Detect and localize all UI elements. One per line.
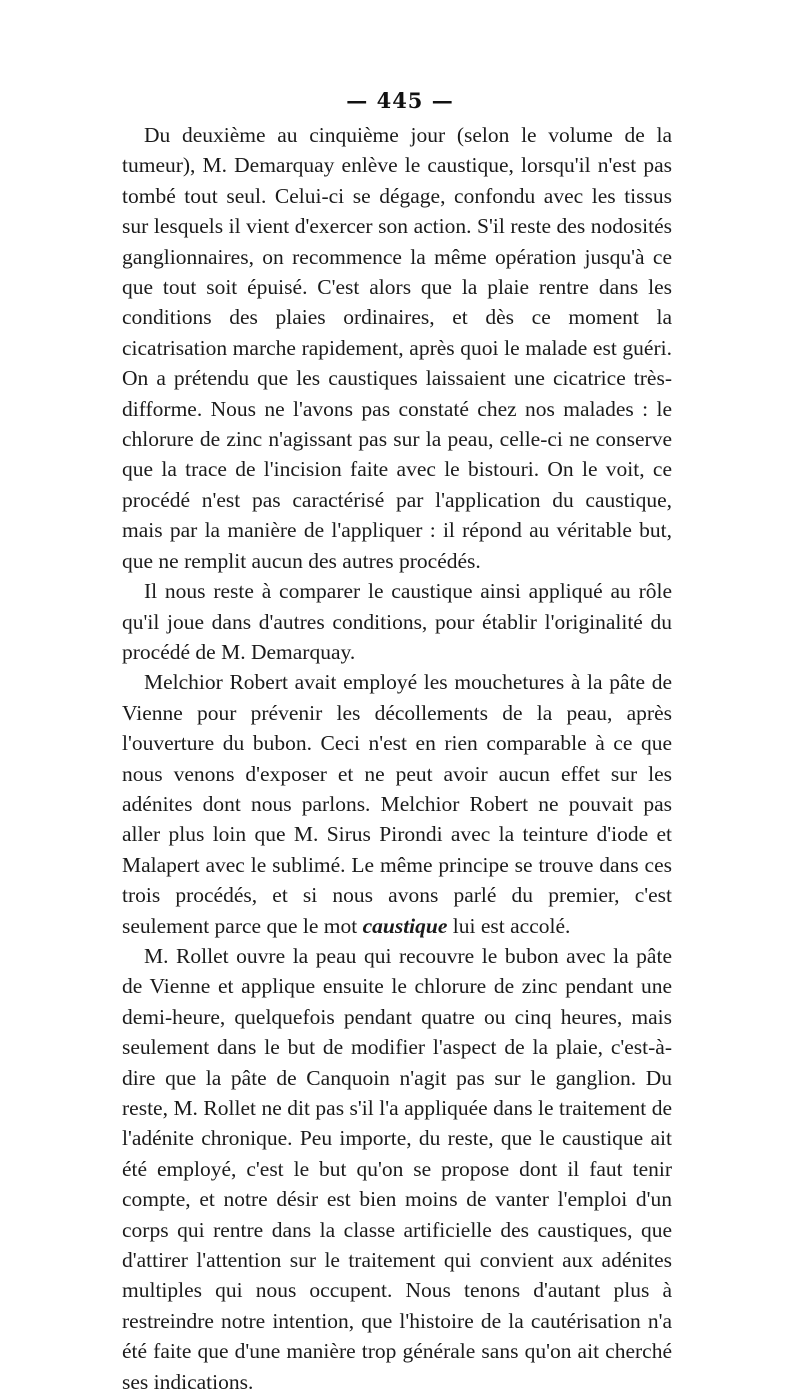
paragraph-4: M. Rollet ouvre la peau qui recouvre le bubon avec la pâte de Vienne et applique ensuite le chlorure de zinc pendant une demi-heure, quelquefois pendant quatre ou cinq heures, mais seulement dans le but de modifier l'aspect de la plaie, c'est-à-dire que la pâte de Canquoin n'agit pas sur le ganglion. Du reste, M. Rollet ne dit pas s'il l'a appliquée dans le traitement de l'adénite chronique. Peu importe, du reste, que le caustique ait été employé, c'est le but qu'on se propose dont il faut tenir compte, et notre désir est bien moins de vanter l'emploi d'un corps qui rentre dans la classe artificielle des caustiques, que d'attirer l'attention sur le traitement qui convient aux adénites multiples qui nous occupent. Nous tenons d'autant plus à restreindre notre intention, que l'histoire de la cautérisation n'a été faite que d'une manière trop générale sans qu'on ait cherché ses indications. [122,943,672,1394]
page-number: — 445 — [346,88,454,113]
emphasized-word: caustique [362,913,448,938]
paragraph-1: Du deuxième au cinquième jour (selon le volume de la tumeur), M. Demarquay enlève le caustique, lorsqu'il n'est pas tombé tout seul. Celui-ci se dégage, confondu avec les tissus sur lesquels il vient d'exercer son action. S'il reste des nodosités ganglionnaires, on recommence la même opération jusqu'à ce que tout soit épuisé. C'est alors que la plaie rentre dans les conditions des plaies ordinaires, et dès ce moment la cicatrisation marche rapidement, après quoi le malade est guéri. On a prétendu que les caustiques laissaient une cicatrice très-difforme. Nous ne l'avons pas constaté chez nos malades : le chlorure de zinc n'agissant pas sur la peau, celle-ci ne conserve que la trace de l'incision faite avec le bistouri. On le voit, ce procédé n'est pas caractérisé par l'application du caustique, mais par la manière de l'appliquer : il répond au véritable but, que ne remplit aucun des autres procédés. [122,123,672,573]
paragraph-3-text-after: lui est accolé. [447,913,571,938]
body-text [122,120,672,1397]
paragraph-2: Il nous reste à comparer le caustique ainsi appliqué au rôle qu'il joue dans d'autres conditions, pour établir l'originalité du procédé de M. Demarquay. [122,579,672,664]
paragraph-3-text-before: Melchior Robert avait employé les mouchetures à la pâte de Vienne pour prévenir les décollements de la peau, après l'ouverture du bubon. Ceci n'est en rien comparable à ce que nous venons d'exposer et ne peut avoir aucun effet sur les adénites dont nous parlons. Melchior Robert ne pouvait pas aller plus loin que M. Sirus Pirondi avec la teinture d'iode et Malapert avec le sublimé. Le même principe se trouve dans ces trois procédés, et si nous avons parlé du premier, c'est seulement parce que le mot [122,670,672,938]
paragraph-3 [122,667,672,941]
